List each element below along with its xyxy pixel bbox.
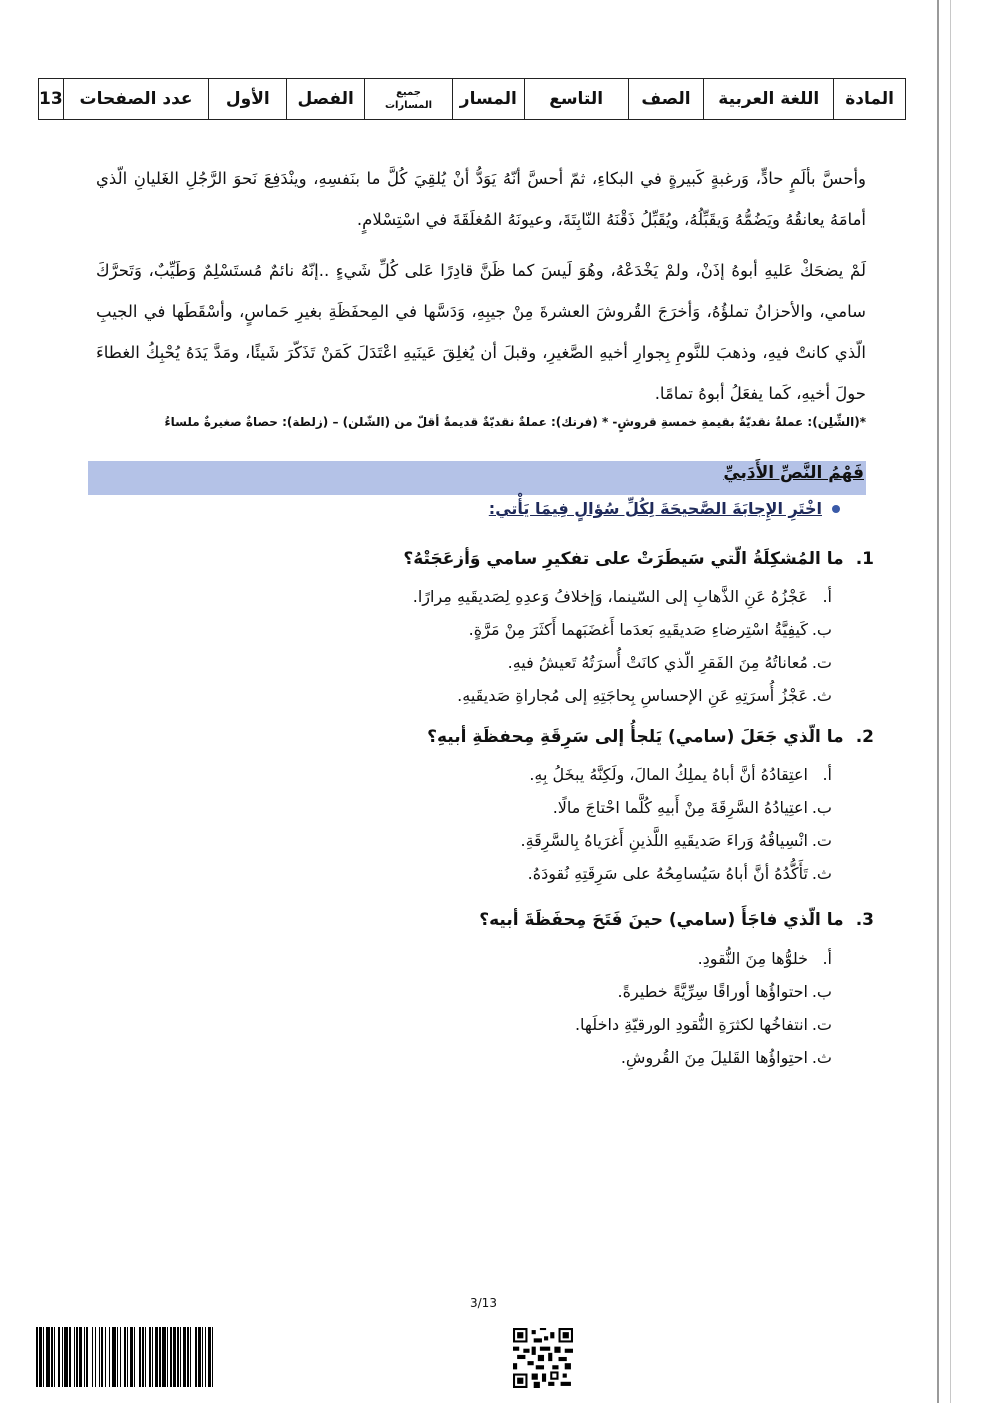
option-text: كَيفِيَّةُ اسْتِرضاءِ صَديقَيهِ بَعدَما أَغضَبَهما أَكثَرَ مِنْ مَرَّةٍ. — [468, 620, 808, 639]
term-label: الفصل — [286, 79, 364, 119]
answer-option[interactable] — [413, 646, 832, 679]
option-letter: ث. — [811, 686, 832, 705]
option-text: احتواؤُها أوراقًا سِرِّيَّةً خطيرةً. — [617, 982, 808, 1001]
page-edge-line-secondary — [950, 0, 951, 1403]
option-letter: ت. — [811, 1015, 832, 1034]
page-number: 3/13 — [470, 1296, 497, 1310]
option-text: مُعاناتُهُ مِنَ الفَقرِ الّذي كانَتْ أُسرَتُهُ تَعيشُ فيهِ. — [507, 653, 808, 672]
header-table — [38, 78, 906, 120]
question-number: 3. — [855, 910, 874, 930]
story-passage — [96, 158, 866, 424]
option-text: انْسِياقُهُ وَراءَ صَديقَيهِ اللَّذينِ أَغرَياهُ بِالسَّرِقَةِ. — [520, 831, 808, 850]
question-text: ما الّذي جَعَلَ (سامي) يَلجأُ إلى سَرِقَةِ مِحفظَةِ أبيهِ؟ — [427, 727, 844, 747]
option-text: اعتِقادُهُ أنَّ أباهُ يملِكُ المالَ، ولَكِنَّهُ يبخَلُ بِهِ. — [529, 765, 808, 784]
option-letter: أ. — [822, 949, 832, 968]
subject-label: المادة — [833, 79, 905, 119]
option-text: انتفاخُها لكثرَةِ النُّقودِ الورقيّةِ داخلَها. — [574, 1015, 808, 1034]
page-edge-line — [937, 0, 939, 1403]
barcode-icon — [36, 1327, 488, 1387]
question-2-options — [520, 758, 832, 890]
option-letter: ت. — [811, 653, 832, 672]
passage-paragraph: لَمْ يضحَكْ عَليهِ أبوهُ إذَنْ، ولمْ يَخْدَعْهُ، وهُوَ لَيسَ كما ظَنَّ قادِرًا عَلى كُلِّ شَيءٍ ..إنّهُ نائمٌ مُستَسْلِمٌ وَطَيِّبٌ، وَتَحرَّكَ سامي، والأحزانُ تملؤُهُ، وَأخرَجَ القُروشَ العشرةَ مِنْ جيبِهِ، وَدَسَّها في المِحفَظَةِ بغيرِ حَماسٍ، وأسْقَطَها في الجيبِ الّذي كانتْ فيهِ، وذهبَ للنَّومِ بِجوارِ أخيهِ الصَّغيرِ، وقبلَ أن يُغلِقَ عَينَيهِ اعْتَدَلَ كَمَنْ تَذَكّرَ شَيئًا، ومَدَّ يَدَهُ يُحْبِكُ الغطاءَ حولَ أخيهِ، كَما يفعَلُ أبوهُ تمامًا. — [96, 261, 866, 403]
option-text: خلوُّها مِنَ النُّقودِ. — [697, 949, 808, 968]
question-1 — [403, 549, 874, 569]
instruction-text: اخْتَرِ الإِجابَةَ الصَّحيحَةَ لِكُلِّ سُؤالٍ فِيمَا يَأْتي: — [488, 499, 822, 518]
passage-paragraph: وأحسَّ بألَمٍ حادٍّ، وَرغبةٍ كَبيرةٍ في البكاءِ، ثمّ أحسَّ أنّهُ يَوَدُّ أنْ يُلقِيَ كُلَّ ما بنَفسِهِ، وينْدَفِعَ نَحوَ الرَّجُلِ الغَليانِ الّذي أمامَهُ يعانقُهُ ويَضُمُّهُ وَيقَبِّلُهُ، ويُقَبِّلُ ذَقْنَهُ النّابِتَةَ، وعيونَهُ المُغلَقَةَ في اسْتِسْلامٍ. — [96, 169, 866, 229]
answer-option[interactable] — [520, 791, 832, 824]
answer-option[interactable] — [413, 679, 832, 712]
option-letter: ت. — [811, 831, 832, 850]
qr-code-icon — [513, 1328, 573, 1388]
question-3 — [479, 910, 874, 930]
answer-option[interactable] — [413, 580, 832, 613]
question-1-options — [413, 580, 832, 712]
option-text: احتِواؤُها القَليلَ مِنَ القُروشِ. — [620, 1048, 808, 1067]
option-text: تَأَكُّدُهُ أنَّ أباهُ سَيُسامِحُهُ على سَرِقَتِهِ نُقودَهُ. — [527, 864, 808, 883]
answer-option[interactable] — [575, 975, 832, 1008]
pages-value: 13 — [39, 89, 63, 109]
footnote: *(الشِّلِن): عملةٌ نقديّةٌ بقيمةِ خمسةِ قروشٍ- * (فرنك): عملةٌ نقديّةٌ قديمةٌ أقلّ من (الشّلن) – (زلطة): حصاةٌ صغيرةٌ ملساءُ — [164, 415, 866, 429]
pages-label: عدد الصفحات — [63, 79, 209, 119]
question-number: 2. — [855, 727, 874, 747]
option-letter: ث. — [811, 864, 832, 883]
option-letter: أ. — [822, 765, 832, 784]
question-text: ما المُشكِلَةُ الّتي سَيطَرَتْ على تفكيرِ سامي وَأزعَجَتْهُ؟ — [403, 549, 844, 569]
answer-option[interactable] — [520, 824, 832, 857]
option-text: اعتِيادُهُ السَّرِقَةَ مِنْ أَبيهِ كُلَّما احْتاجَ مالًا. — [552, 798, 808, 817]
subject-value: اللغة العربية — [703, 79, 833, 119]
answer-option[interactable] — [575, 1041, 832, 1074]
option-letter: ب. — [811, 982, 832, 1001]
option-letter: ث. — [811, 1048, 832, 1067]
instruction — [489, 499, 840, 518]
grade-value: التاسع — [524, 79, 628, 119]
option-letter: ب. — [811, 620, 832, 639]
answer-option[interactable] — [575, 1008, 832, 1041]
option-letter: ب. — [811, 798, 832, 817]
option-text: عَجْزُ أُسرَتِهِ عَنِ الإحساسِ بِحاجَتِهِ إلى مُجاراةِ صَديقَيهِ. — [457, 686, 808, 705]
barcode-stripe — [213, 1327, 215, 1387]
bullet-icon — [832, 505, 840, 513]
section-title: فَهْمُ النَّصِّ الأَدَبيِّ — [723, 463, 864, 483]
track-value-line1: جميع — [396, 87, 421, 98]
track-value-line2: المسارات — [384, 100, 433, 111]
answer-option[interactable] — [520, 758, 832, 791]
option-text: عَجْزُهُ عَنِ الذَّهابِ إلى السّينما، وَإخلافُ وَعدِهِ لِصَديقَيهِ مِرارًا. — [412, 587, 808, 606]
answer-option[interactable] — [520, 857, 832, 890]
track-value — [364, 79, 452, 119]
answer-option[interactable] — [413, 613, 832, 646]
option-letter: أ. — [822, 587, 832, 606]
question-3-options — [575, 942, 832, 1074]
question-number: 1. — [855, 549, 874, 569]
question-text: ما الّذي فاجَأَ (سامي) حينَ فَتَحَ مِحفَظَةَ أبيه؟ — [479, 910, 844, 930]
answer-option[interactable] — [575, 942, 832, 975]
term-value: الأول — [208, 79, 286, 119]
track-label: المسار — [452, 79, 524, 119]
grade-label: الصف — [628, 79, 704, 119]
question-2 — [427, 727, 874, 747]
